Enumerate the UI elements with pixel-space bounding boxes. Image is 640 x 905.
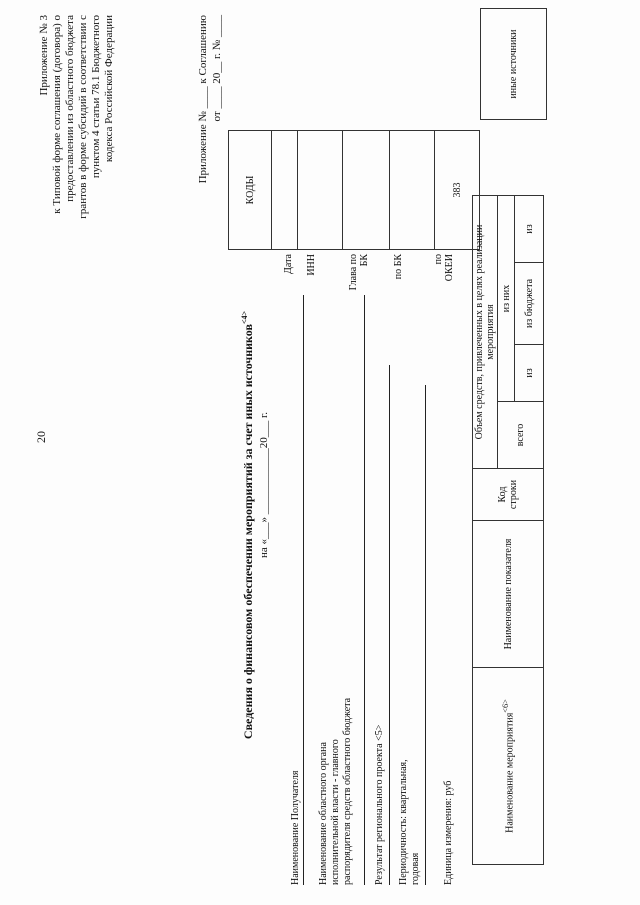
- codes-glava-cell: [343, 131, 390, 250]
- appendix-header: [38, 15, 116, 265]
- codes-table: [228, 130, 480, 250]
- appendix-line: кодекса Российской Федерации: [103, 15, 115, 163]
- report-date-line: на «___» ____________20___ г.: [258, 411, 270, 559]
- agreement-line-1: Приложение № ____ к Соглашению: [197, 15, 209, 184]
- col-event-text: Наименование мероприятия: [504, 712, 516, 833]
- periodicity-line: [425, 385, 426, 885]
- date-label: Дата: [283, 254, 294, 274]
- codes-inn-cell: [298, 131, 343, 250]
- okei-label-line: ОКЕИ: [444, 254, 455, 282]
- col-iz-1-header: из: [515, 345, 544, 402]
- authority-label-line: исполнительной власти - главного: [330, 739, 341, 885]
- col-volume-header: Объем средств, привлеченных в целях реализации мероприятия: [473, 196, 498, 469]
- col-iz-2-header: из: [515, 196, 544, 263]
- bk-label: по БК: [393, 254, 404, 280]
- inn-label: ИНН: [306, 254, 317, 276]
- codes-okei-cell: 383: [435, 131, 480, 250]
- okei-label-line: по: [433, 254, 444, 265]
- appendix-line: грантов в форме субсидий в соответствии с: [77, 15, 89, 219]
- project-label-text: Результат регионального проекта: [374, 743, 385, 885]
- form-title: [240, 205, 256, 845]
- appendix-line: Приложение № 3: [38, 15, 50, 96]
- appendix-line: предоставлении из областного бюджета: [64, 15, 76, 202]
- authority-label-line: Наименование областного органа: [318, 742, 329, 885]
- glava-label-line: Глава по: [348, 254, 359, 291]
- recipient-line: [303, 295, 304, 885]
- codes-date-cell: [272, 131, 298, 250]
- authority-line: [364, 295, 365, 885]
- agreement-line-2: от ____ 20__ г. № ____: [211, 15, 223, 122]
- col-event-note: <6>: [501, 699, 511, 713]
- periodicity-label-line: Периодичность: квартальная,: [398, 759, 409, 885]
- periodicity-label-line: годовая: [410, 852, 421, 885]
- events-table: [472, 195, 544, 865]
- unit-label: Единица измерения: руб: [443, 780, 454, 885]
- form-title-text: Сведения о финансовом обеспечении мероприятий за счет иных источников: [241, 324, 255, 740]
- codes-bk-cell: [390, 131, 435, 250]
- project-label: [374, 725, 386, 885]
- col-total-header: всего: [498, 402, 544, 469]
- project-line: [389, 365, 390, 885]
- appendix-line: к Типовой форме соглашения (договора) о: [51, 15, 63, 214]
- authority-label: [318, 698, 354, 885]
- periodicity-label: [398, 759, 422, 885]
- col-code-header: Код строки: [473, 469, 544, 521]
- col-event-header: [473, 668, 544, 865]
- col-other-header: иные источники: [480, 8, 547, 120]
- page-number: 20: [34, 431, 48, 443]
- codes-header: КОДЫ: [229, 131, 272, 250]
- col-budget-header: из бюджета: [515, 263, 544, 345]
- appendix-line: пунктом 4 статьи 78.1 Бюджетного: [90, 15, 102, 179]
- glava-label-line: БК: [359, 254, 370, 267]
- col-indicator-header: Наименование показателя: [473, 521, 544, 668]
- authority-label-line: распорядителя средств областного бюджета: [342, 697, 353, 885]
- okei-label: [433, 254, 455, 310]
- form-title-note: <4>: [240, 310, 249, 325]
- project-note: <5>: [374, 724, 385, 741]
- col-of-them-header: из них: [498, 196, 515, 402]
- glava-label: [348, 254, 370, 310]
- recipient-label: Наименование Получателя: [290, 770, 301, 885]
- agreement-reference: [196, 15, 224, 265]
